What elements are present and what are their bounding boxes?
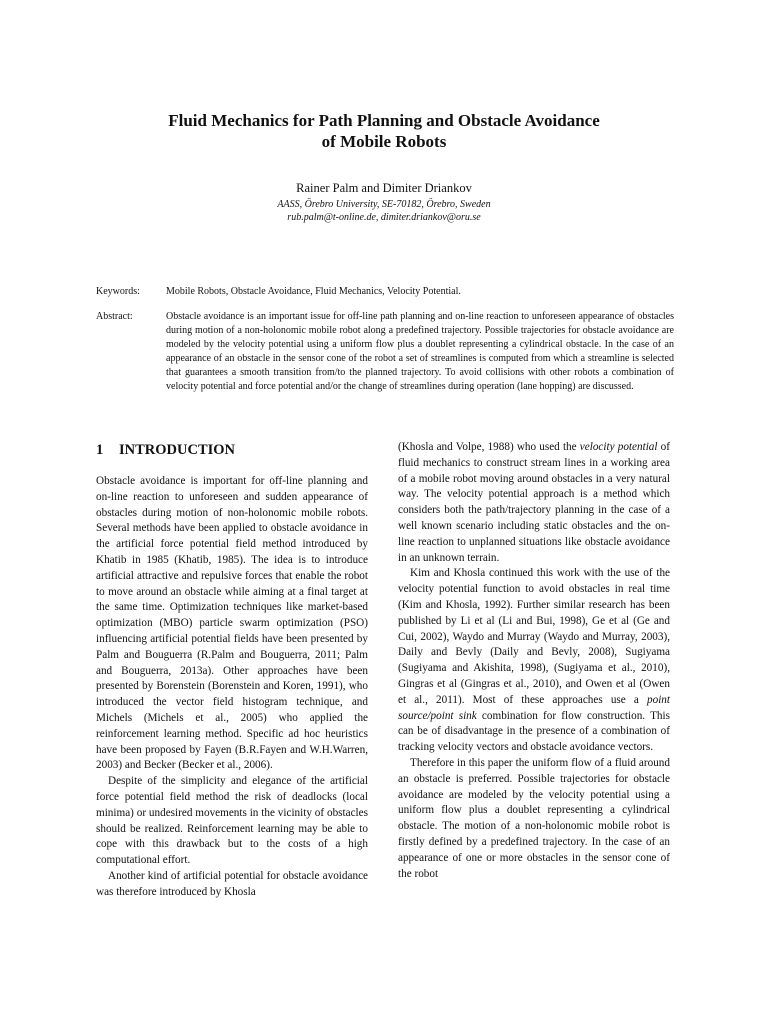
intro-paragraph-1: Obstacle avoidance is important for off-line planning and on-line reaction to unforeseen and sudden appearance of obstacles during motion of non-holonomic mobile robots. Several methods have been applied to obstacle avoidance in the artificial force potential field method introduced by Khatib in 1985 (Khatib, 1985). The idea is to introduce artificial attractive and repulsive forces that enable the robot to move around an obstacle while aiming at a final target at the same time. Optimization techniques like market-based optimization (MBO) particle swarm optimization (PSO) influencing artificial potential fields have been presented by Palm and Bouguerra (R.Palm and Bouguerra, 2011; Palm and Bouguerra, 2013a). Other approaches have been presented by Borenstein (Borenstein and Koren, 1991), who introduced the vector field histogram technique, and Michels (Michels et al., 2005) who applied the reinforcement learning method. Specific ad hoc heuristics have been proposed by Fayen (B.R.Fayen and W.H.Warren, 2003) and Becker (Becker et al., 2006). bbox=[96, 475, 368, 772]
intro-paragraph-4 bbox=[398, 440, 670, 566]
title-line-1: Fluid Mechanics for Path Planning and Obstacle Avoidance bbox=[168, 111, 600, 130]
section-heading bbox=[96, 440, 368, 460]
email-addresses: rub.palm@t-online.de, dimiter.driankov@oru.se bbox=[287, 212, 481, 223]
text-run: (Khosla and Volpe, 1988) who used the bbox=[398, 441, 580, 453]
emphasis-velocity-potential: velocity potential bbox=[579, 441, 658, 453]
authors: Rainer Palm and Dimiter Driankov bbox=[296, 181, 472, 195]
keywords-text: Mobile Robots, Obstacle Avoidance, Fluid Mechanics, Velocity Potential. bbox=[166, 286, 461, 297]
text-run: of fluid mechanics to construct stream lines in a working area of a mobile robot moving around obstacles in a very natural way. The velocity potential approach is a method which considers both the path/trajectory planning in the case of a well known scenario including static obstacles and the on-line reaction to unplanned situations like obstacle avoidance in an unknown terrain. bbox=[398, 441, 671, 564]
section-number: 1 bbox=[96, 442, 104, 458]
emphasis-point-source-sink: point source/point sink bbox=[398, 693, 670, 722]
paper-title bbox=[0, 110, 768, 152]
title-line-2: of Mobile Robots bbox=[321, 132, 447, 151]
intro-paragraph-2: Despite of the simplicity and elegance of the artificial force potential field method the risk of deadlocks (local minima) or undesired movements in the vicinity of obstacles should be realized. Reinforcement learning may be able to cope with this drawback but to the costs of a high computational effort. bbox=[96, 775, 368, 867]
keywords-label: Keywords: bbox=[96, 286, 140, 297]
intro-paragraph-3: Another kind of artificial potential for obstacle avoidance was therefore introduced by Khosla bbox=[96, 869, 368, 898]
text-run: Kim and Khosla continued this work with the use of the velocity potential function to avoid obstacles in real time (Kim and Khosla, 1992). Further similar research has been published by Li et al (Li and Bui, 1998), Ge et al (Ge and Cui, 2002), Waydo and Murray (Waydo and Murray, 2003), Daily and Bevly (Daily and Bevly, 2008), Sugiyama (Sugiyama and Akishita, 1998), (Sugiyama et al., 2010), Gingras et al (Gingras et al., 2010), and Owen et al (Owen et al., 2011). Most of these approaches use a bbox=[398, 567, 670, 706]
affiliation: AASS, Örebro University, SE-70182, Örebro, Sweden bbox=[277, 199, 491, 210]
abstract-label: Abstract: bbox=[96, 311, 133, 322]
intro-paragraph-6: Therefore in this paper the uniform flow of a fluid around an obstacle is preferred. Possible trajectories for obstacle avoidance are modeled by the velocity potential using a uniform flow plus a doublet representing a cylindrical obstacle. The motion of a non-holonomic mobile robot is firstly defined by a predefined trajectory. In the case of an appearance of one or more obstacles in the sensor cone of the robot bbox=[398, 756, 670, 880]
left-column bbox=[96, 440, 368, 901]
intro-paragraph-5 bbox=[398, 566, 670, 756]
right-column bbox=[398, 440, 670, 882]
abstract-text: Obstacle avoidance is an important issue for off-line path planning and on-line reaction to unforeseen appearance of obstacles during motion of a non-holonomic mobile robot along a predefined trajectory. Possible trajectories for obstacle avoidance are modeled by the velocity potential using a uniform flow plus a doublet representing a cylindrical obstacle. In the case of an appearance of an obstacle in the sensor cone of the robot a set of streamlines is computed from which a streamline is selected that guarantees a smooth transition from/to the planned trajectory. To avoid collisions with other robots a combination of velocity potential and force potential and/or the change of streamlines during operation (lane hopping) are discussed. bbox=[166, 311, 674, 393]
section-title: INTRODUCTION bbox=[119, 442, 236, 458]
text-run: combination for flow construction. This can be of disadvantage in the presence of a combination of tracking velocity vectors and obstacle avoidance vectors. bbox=[398, 709, 670, 754]
